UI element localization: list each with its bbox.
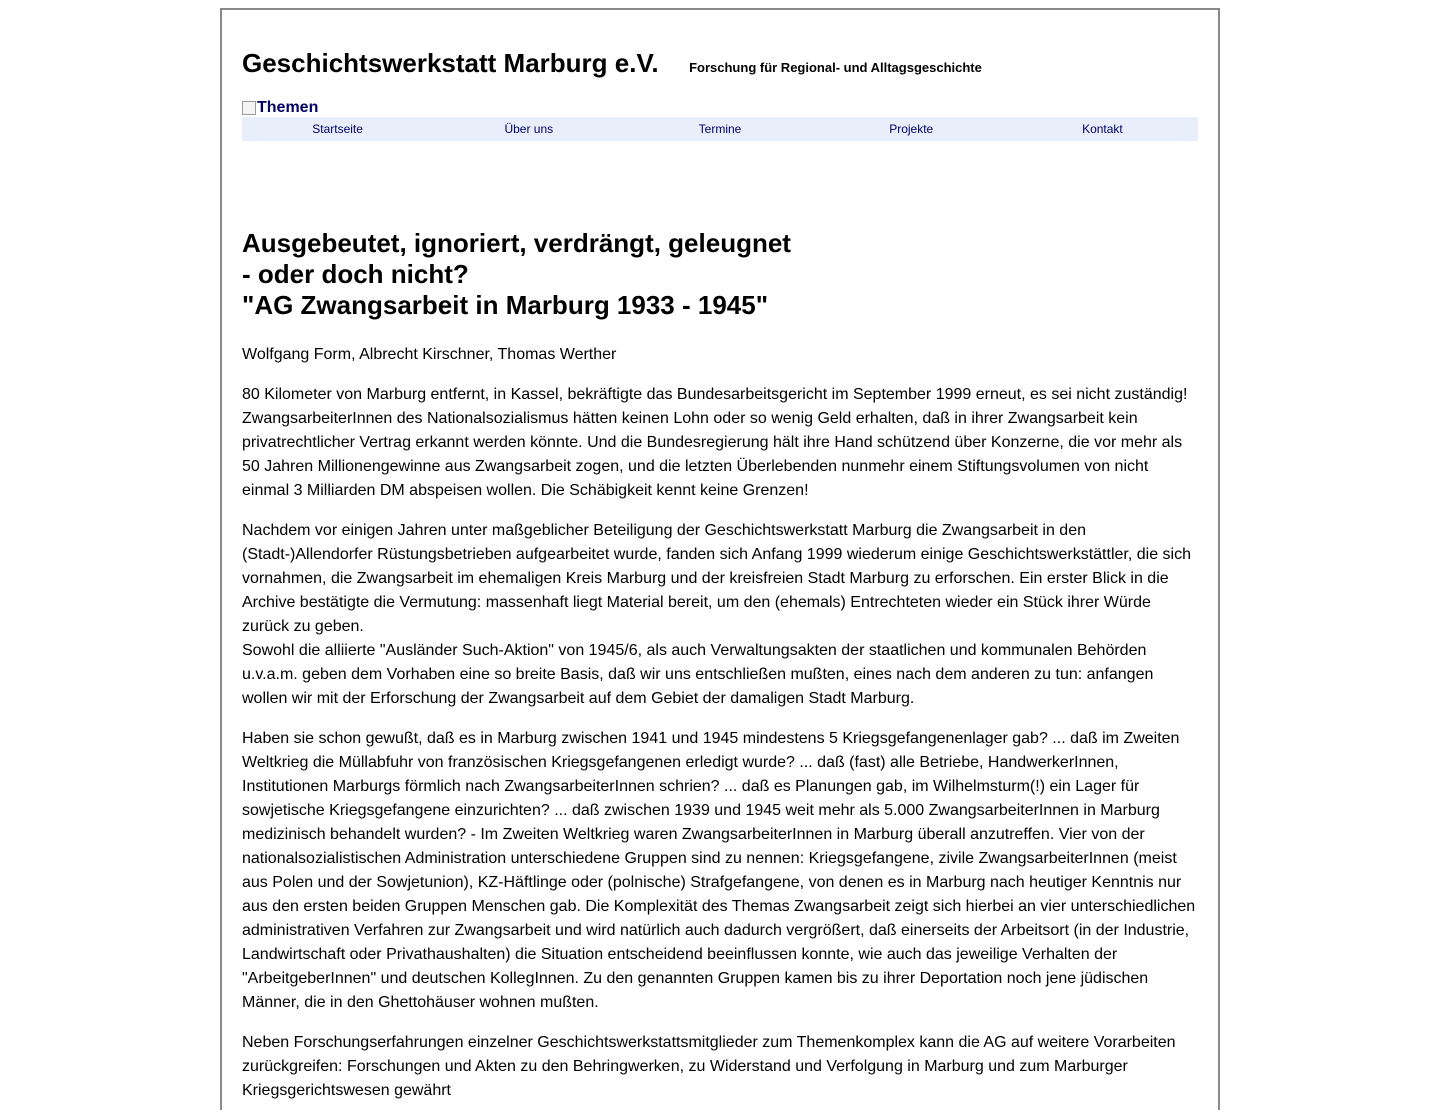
headline-line-1: Ausgebeutet, ignoriert, verdrängt, geleugnet bbox=[242, 228, 791, 258]
nav-kontakt[interactable]: Kontakt bbox=[1082, 122, 1123, 136]
themen-banner-alt: Themen bbox=[257, 99, 319, 116]
article-paragraph bbox=[242, 519, 1198, 711]
headline-line-3: "AG Zwangsarbeit in Marburg 1933 - 1945" bbox=[242, 290, 769, 320]
nav-startseite[interactable]: Startseite bbox=[312, 122, 363, 136]
nav-ueber-uns[interactable]: Über uns bbox=[504, 122, 554, 136]
nav-termine[interactable]: Termine bbox=[698, 122, 742, 136]
article-authors: Wolfgang Form, Albrecht Kirschner, Thomas Werther bbox=[242, 346, 617, 363]
paragraph-part: Sowohl die alliierte "Ausländer Such-Aktion" von 1945/6, als auch Verwaltungsakten der staatlichen und kommunalen Behörden u.v.a.m. geben dem Vorhaben eine so breite Basis, daß wir uns entschließen mußten, eines nach dem anderen zu tun: anfangen wollen wir mit der Erforschung der Zwangsarbeit auf dem Gebiet der damaligen Stadt Marburg. bbox=[242, 642, 1154, 707]
paragraph-part: Nachdem vor einigen Jahren unter maßgeblicher Beteiligung der Geschichtswerkstatt Marburg die Zwangsarbeit in den (Stadt-)Allendorfer Rüstungsbetrieben aufgearbeitet wurde, fanden sich Anfang 1999 wiederum einige Geschichtswerkstättler, die sich vornahmen, die Zwangsarbeit im ehemaligen Kreis Marburg und der kreisfreien Stadt Marburg zu erforschen. Ein erster Blick in die Archive bestätigte die Vermutung: massenhaft liegt Material bereit, um den (ehemals) Entrechteten wieder ein Stück ihrer Würde zurück zu geben. bbox=[242, 522, 1191, 635]
site-title: Geschichtswerkstatt Marburg e.V. bbox=[242, 48, 659, 78]
site-tagline: Forschung für Regional- und Alltagsgeschichte bbox=[689, 60, 982, 75]
headline-line-2: - oder doch nicht? bbox=[242, 259, 469, 289]
main-nav bbox=[242, 117, 1198, 141]
themen-banner-image[interactable] bbox=[242, 98, 318, 118]
article-paragraph: Haben sie schon gewußt, daß es in Marburg zwischen 1941 und 1945 mindestens 5 Kriegsgefangenenlager gab? ... daß im Zweiten Weltkrieg die Müllabfuhr von französischen Kriegsgefangenen erledigt wurde? ... daß (fast) alle Betriebe, HandwerkerInnen, Institutionen Marburgs förmlich nach ZwangsarbeiterInnen schrien? ... daß es Planungen gab, im Wilhelmsturm(!) ein Lager für sowjetische Kriegsgefangene einzurichten? ... daß zwischen 1939 und 1945 weit mehr als 5.000 ZwangsarbeiterInnen in Marburg medizinisch behandelt wurden? - Im Zweiten Weltkrieg waren ZwangsarbeiterInnen in Marburg überall anzutreffen. Vier von der nationalsozialistischen Administration unterschiedene Gruppen sind zu nennen: Kriegsgefangene, zivile ZwangsarbeiterInnen (meist aus Polen und der Sowjetunion), KZ-Häftlinge oder (polnische) Strafgefangene, von denen es in Marburg nach heutiger Kenntnis nur aus den ersten beiden Gruppen Menschen gab. Die Komplexität des Themas Zwangsarbeit zeigt sich hierbei an vier unterschiedlichen administrativen Verfahren zur Zwangsarbeit und wird natürlich auch dadurch vergrößert, daß einerseits der Arbeitsort (in der Industrie, Landwirtschaft oder Privathaushalten) die Situation entscheidend beeinflussen konnte, wie auch das jeweilige Verhalten der "ArbeitgeberInnen" und deutschen KollegInnen. Zu den genannten Gruppen kamen bis zu ihrer Deportation noch jene jüdischen Männer, die in den Ghettohäuser wohnen mußten. bbox=[242, 730, 1196, 1011]
article-paragraph: Neben Forschungserfahrungen einzelner Geschichtswerkstattsmitglieder zum Themenkomplex kann die AG auf weitere Vorarbeiten zurückgreifen: Forschungen und Akten zu den Behringwerken, zu Widerstand und Verfolgung in Marburg und zum Marburger Kriegsgerichtswesen gewährt bbox=[242, 1034, 1176, 1099]
nav-projekte[interactable]: Projekte bbox=[889, 122, 934, 136]
article-paragraph: 80 Kilometer von Marburg entfernt, in Kassel, bekräftigte das Bundesarbeitsgericht im September 1999 erneut, es sei nicht zuständig! ZwangsarbeiterInnen des Nationalsozialismus hätten keinen Lohn oder so wenig Geld erhalten, daß in ihrer Zwangsarbeit kein privatrechtlicher Vertrag erkannt werden könnte. Und die Bundesregierung hält ihre Hand schützend über Konzerne, die vor mehr als 50 Jahren Millionengewinne aus Zwangsarbeit zogen, und die letzten Überlebenden nunmehr einem Stiftungsvolumen von nicht einmal 3 Milliarden DM abspeisen wollen. Die Schäbigkeit kennt keine Grenzen! bbox=[242, 386, 1188, 499]
article-headline bbox=[242, 228, 1198, 321]
article bbox=[242, 228, 1198, 1119]
broken-image-icon bbox=[242, 101, 256, 115]
page-frame bbox=[220, 8, 1220, 1110]
site-header bbox=[242, 48, 1198, 79]
